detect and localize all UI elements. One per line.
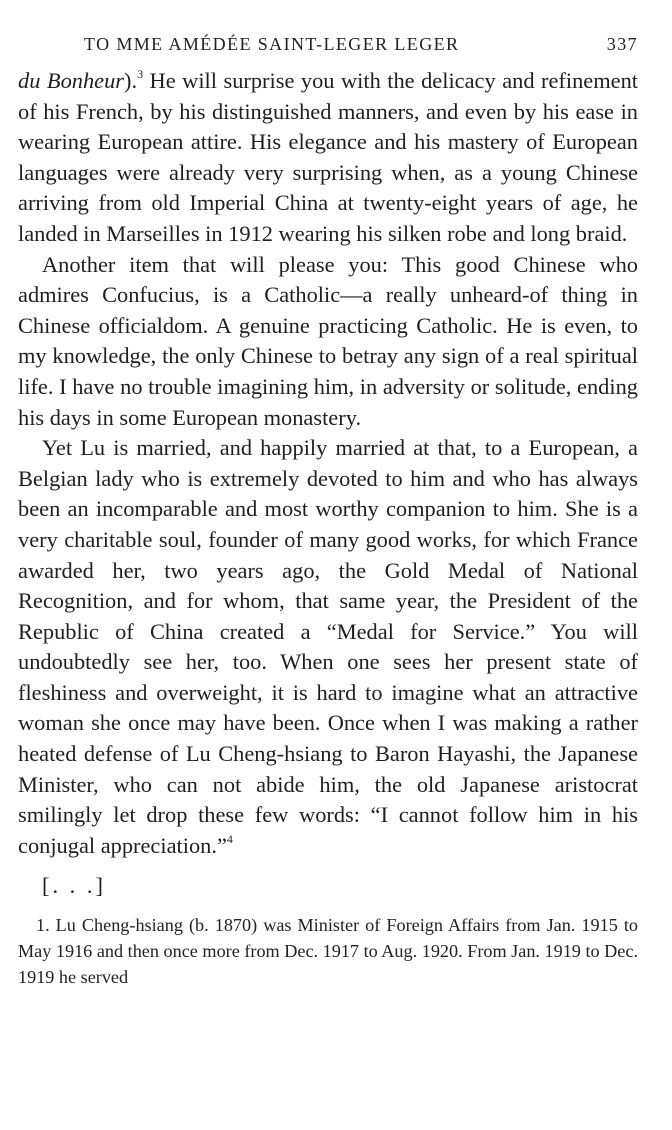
paragraph-3-text: Yet Lu is married, and happily married at that, to a European, a Belgian lady who is extremely devoted to him and who has always been an incomparable and most worthy companion to him. She is a very charitable soul, founder of many good works, for which France awarded her, two years ago, the Gold Medal of National Recognition, and for whom, that same year, the President of the Republic of China created a “Medal for Service.” You will undoubtedly see her, too. When one sees her present state of fleshiness and overweight, it is hard to imagine what an attractive woman she once may have been. Once when I was making a rather heated defense of Lu Cheng-hsiang to Baron Hayashi, the Japanese Minister, who can not abide him, the old Japanese aristocrat smilingly let drop these few words: “I cannot follow him in his conjugal appreciation.” — [18, 435, 638, 858]
page-number: 337 — [606, 34, 638, 54]
omission-marker: [. . .] — [42, 873, 106, 899]
paragraph-1 — [18, 66, 638, 250]
body-text — [18, 66, 638, 861]
closing-punctuation: ). — [124, 68, 138, 93]
paragraph-2-text: Another item that will please you: This good Chinese who admires Confucius, is a Catholic—a really unheard-of thing in Chinese officialdom. A genuine practicing Catholic. He is even, to my knowledge, the only Chinese to betray any sign of a real spiritual life. I have no trouble imagining him, in adversity or solitude, ending his days in some European monastery. — [18, 251, 638, 430]
italic-title-fragment: du Bonheur — [18, 68, 124, 93]
paragraph-2 — [18, 250, 638, 434]
running-head-title: TO MME AMÉDÉE SAINT-LEGER LEGER — [84, 34, 460, 54]
note-reference-4: 4 — [226, 831, 233, 846]
running-head — [84, 32, 638, 56]
note-reference-3: 3 — [137, 67, 144, 81]
footnote-1: 1. Lu Cheng-hsiang (b. 1870) was Minister of Foreign Affairs from Jan. 1915 to May 1916 and then once more from Dec. 1917 to Aug. 1920. From Jan. 1919 to Dec. 1919 he served — [18, 915, 638, 987]
paragraph-3 — [18, 433, 638, 861]
paragraph-1-text: He will surprise you with the delicacy and refinement of his French, by his distinguished manners, and even by his ease in wearing European attire. His elegance and his mastery of European languages were already very surprising when, as a young Chinese arriving from old Imperial China at twenty-eight years of age, he landed in Marseilles in 1912 wearing his silken robe and long braid. — [18, 68, 638, 246]
